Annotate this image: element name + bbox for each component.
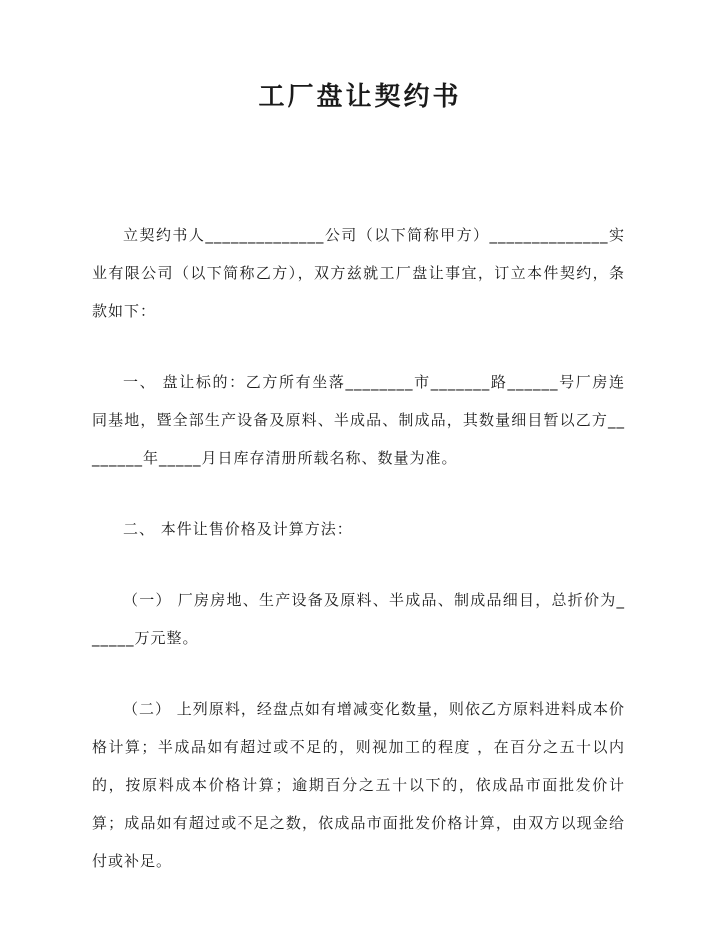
contract-body <box>92 216 625 880</box>
contract-intro-paragraph: 立契约书人______________公司（以下简称甲方）______________实业有限公司（以下简称乙方），双方兹就工厂盘让事宜，订立本件契约，条款如下： <box>92 226 625 320</box>
page-title: 工厂盘让契约书 <box>258 82 462 112</box>
contract-clause-1: 一、 盘让标的：乙方所有坐落________市_______路______号厂房连同基地，暨全部生产设备及原料、半成品、制成品，其数量细目暂以乙方________年_____月日库存清册所载名称、数量为准。 <box>92 373 625 467</box>
contract-clause-2-heading: 二、 本件让售价格及计算方法： <box>123 520 353 538</box>
contract-clause-2-item-2: （二） 上列原料，经盘点如有增减变化数量，则依乙方原料进料成本价格计算；半成品如有超过或不足的，则视加工的程度 ，在百分之五十以内的，按原料成本价格计算；逾期百分之五十以下的，依成品市面批发价计算；成品如有超过或不足之数，依成品市面批发价格计算，由双方以现金给付或补足。 <box>92 700 625 870</box>
contract-clause-2-item-1: （一） 厂房房地、生产设备及原料、半成品、制成品细目，总折价为______万元整。 <box>92 591 625 647</box>
